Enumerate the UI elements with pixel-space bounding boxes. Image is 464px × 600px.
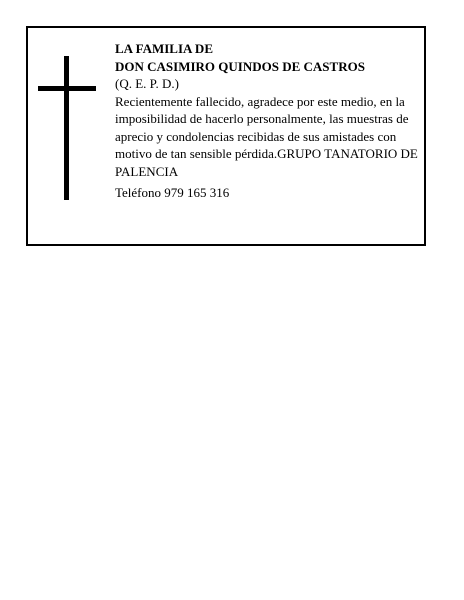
cross-vertical-bar	[64, 56, 69, 200]
cross-icon	[38, 56, 96, 200]
obituary-notice	[26, 26, 426, 246]
qepd-label: (Q. E. P. D.)	[115, 76, 179, 91]
heading-deceased-name: DON CASIMIRO QUINDOS DE CASTROS	[115, 58, 365, 74]
cross-horizontal-bar	[38, 86, 96, 91]
notice-text	[115, 40, 425, 202]
phone-number: Teléfono 979 165 316	[115, 185, 230, 200]
notice-body: Recientemente fallecido, agradece por este medio, en la imposibilidad de hacerlo personalmente, las muestras de aprecio y condolencias recibidas de sus amistades con motivo de tan sensible pérdida.GRUPO TANATORIO DE PALENCIA	[115, 93, 418, 179]
heading-family: LA FAMILIA DE	[115, 41, 213, 56]
